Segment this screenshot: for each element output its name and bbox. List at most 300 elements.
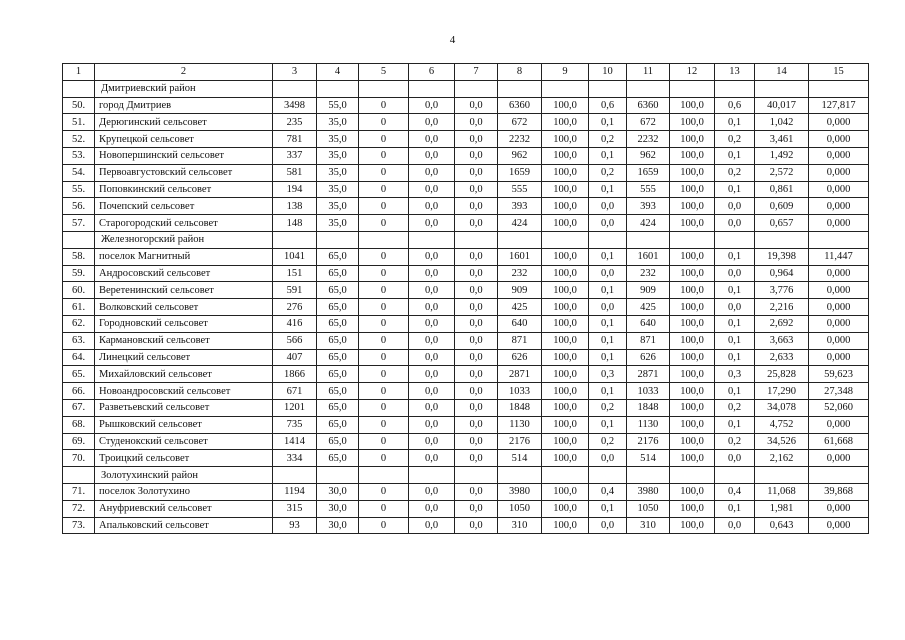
table-body (63, 64, 869, 534)
value-cell: 0 (359, 433, 409, 450)
value-cell: 127,817 (809, 97, 869, 114)
column-header: 13 (715, 64, 755, 81)
value-cell: 566 (273, 332, 317, 349)
value-cell: 0,0 (409, 215, 455, 232)
value-cell: 0 (359, 315, 409, 332)
row-number: 71. (63, 483, 95, 500)
value-cell: 0,861 (755, 181, 809, 198)
row-number: 67. (63, 399, 95, 416)
value-cell: 0,0 (455, 383, 498, 400)
value-cell: 871 (498, 332, 542, 349)
value-cell: 416 (273, 315, 317, 332)
value-cell: 1194 (273, 483, 317, 500)
value-cell: 393 (498, 198, 542, 215)
value-cell: 65,0 (317, 248, 359, 265)
value-cell: 1866 (273, 366, 317, 383)
value-cell: 0,0 (589, 265, 627, 282)
value-cell: 0,3 (715, 366, 755, 383)
value-cell: 1,492 (755, 147, 809, 164)
row-number: 61. (63, 299, 95, 316)
value-cell: 100,0 (542, 383, 589, 400)
value-cell: 30,0 (317, 517, 359, 534)
value-cell: 0,2 (589, 399, 627, 416)
value-cell: 1,042 (755, 114, 809, 131)
value-cell: 93 (273, 517, 317, 534)
value-cell: 0,1 (589, 383, 627, 400)
value-cell: 194 (273, 181, 317, 198)
value-cell: 0 (359, 181, 409, 198)
value-cell: 424 (498, 215, 542, 232)
value-cell: 100,0 (670, 198, 715, 215)
value-cell: 0 (359, 282, 409, 299)
section-row (63, 231, 869, 248)
value-cell: 0,1 (715, 383, 755, 400)
value-cell: 425 (498, 299, 542, 316)
value-cell: 2,162 (755, 450, 809, 467)
value-cell: 1033 (627, 383, 670, 400)
value-cell: 0,0 (409, 164, 455, 181)
value-cell: 0,000 (809, 416, 869, 433)
value-cell: 25,828 (755, 366, 809, 383)
value-cell: 0,000 (809, 315, 869, 332)
value-cell: 0,0 (589, 215, 627, 232)
value-cell: 35,0 (317, 164, 359, 181)
municipality-name: Волковский сельсовет (95, 299, 273, 316)
row-number: 73. (63, 517, 95, 534)
value-cell: 0,0 (455, 433, 498, 450)
value-cell: 100,0 (670, 131, 715, 148)
value-cell: 0,0 (409, 517, 455, 534)
value-cell: 0,0 (455, 399, 498, 416)
value-cell: 0,0 (455, 517, 498, 534)
value-cell: 0,1 (715, 147, 755, 164)
municipality-name: Новопершинский сельсовет (95, 147, 273, 164)
value-cell: 0,1 (715, 114, 755, 131)
value-cell: 0,000 (809, 181, 869, 198)
column-header: 6 (409, 64, 455, 81)
municipality-name: Поповкинский сельсовет (95, 181, 273, 198)
row-number: 69. (63, 433, 95, 450)
value-cell: 424 (627, 215, 670, 232)
value-cell: 0,6 (715, 97, 755, 114)
value-cell: 1130 (627, 416, 670, 433)
value-cell: 0,0 (409, 248, 455, 265)
value-cell: 1033 (498, 383, 542, 400)
value-cell: 0,0 (455, 147, 498, 164)
column-header: 14 (755, 64, 809, 81)
value-cell: 100,0 (542, 433, 589, 450)
value-cell: 0,0 (455, 248, 498, 265)
empty-cell (627, 231, 670, 248)
table-row (63, 500, 869, 517)
value-cell: 2232 (627, 131, 670, 148)
empty-cell (670, 231, 715, 248)
table-row (63, 433, 869, 450)
value-cell: 0,609 (755, 198, 809, 215)
value-cell: 514 (498, 450, 542, 467)
value-cell: 0,0 (455, 164, 498, 181)
value-cell: 0,3 (589, 366, 627, 383)
value-cell: 100,0 (542, 416, 589, 433)
table-row (63, 483, 869, 500)
municipality-name: Троицкий сельсовет (95, 450, 273, 467)
table-row (63, 282, 869, 299)
value-cell: 65,0 (317, 315, 359, 332)
row-number: 64. (63, 349, 95, 366)
empty-cell (755, 231, 809, 248)
value-cell: 100,0 (542, 517, 589, 534)
value-cell: 100,0 (670, 500, 715, 517)
row-number: 52. (63, 131, 95, 148)
value-cell: 0,0 (455, 282, 498, 299)
value-cell: 671 (273, 383, 317, 400)
empty-cell (63, 231, 95, 248)
value-cell: 1848 (498, 399, 542, 416)
value-cell: 0,000 (809, 282, 869, 299)
municipality-name: Первоавгустовский сельсовет (95, 164, 273, 181)
value-cell: 0 (359, 215, 409, 232)
value-cell: 1041 (273, 248, 317, 265)
row-number: 72. (63, 500, 95, 517)
value-cell: 100,0 (542, 248, 589, 265)
value-cell: 138 (273, 198, 317, 215)
value-cell: 0,0 (409, 282, 455, 299)
value-cell: 100,0 (542, 147, 589, 164)
value-cell: 0,0 (455, 114, 498, 131)
value-cell: 0,000 (809, 332, 869, 349)
column-header: 12 (670, 64, 715, 81)
value-cell: 0,0 (589, 450, 627, 467)
value-cell: 0,0 (715, 450, 755, 467)
empty-cell (273, 80, 317, 97)
value-cell: 0 (359, 114, 409, 131)
value-cell: 0 (359, 399, 409, 416)
value-cell: 11,447 (809, 248, 869, 265)
empty-cell (409, 467, 455, 484)
value-cell: 337 (273, 147, 317, 164)
value-cell: 0,0 (715, 299, 755, 316)
value-cell: 100,0 (670, 164, 715, 181)
empty-cell (542, 80, 589, 97)
value-cell: 0,0 (409, 383, 455, 400)
value-cell: 672 (498, 114, 542, 131)
value-cell: 0 (359, 97, 409, 114)
value-cell: 0,000 (809, 265, 869, 282)
empty-cell (755, 80, 809, 97)
value-cell: 672 (627, 114, 670, 131)
value-cell: 640 (498, 315, 542, 332)
value-cell: 100,0 (670, 114, 715, 131)
value-cell: 3,776 (755, 282, 809, 299)
value-cell: 0 (359, 383, 409, 400)
table-row (63, 114, 869, 131)
value-cell: 0,0 (409, 299, 455, 316)
row-number: 70. (63, 450, 95, 467)
value-cell: 100,0 (542, 450, 589, 467)
row-number: 56. (63, 198, 95, 215)
value-cell: 0,4 (589, 483, 627, 500)
table-row (63, 97, 869, 114)
table-row (63, 315, 869, 332)
empty-cell (317, 80, 359, 97)
value-cell: 0,1 (715, 349, 755, 366)
row-number: 68. (63, 416, 95, 433)
value-cell: 0,0 (409, 349, 455, 366)
column-header: 9 (542, 64, 589, 81)
value-cell: 0,0 (455, 97, 498, 114)
value-cell: 35,0 (317, 181, 359, 198)
value-cell: 30,0 (317, 500, 359, 517)
row-number: 65. (63, 366, 95, 383)
empty-cell (359, 231, 409, 248)
value-cell: 2,692 (755, 315, 809, 332)
value-cell: 3,663 (755, 332, 809, 349)
value-cell: 100,0 (670, 332, 715, 349)
value-cell: 100,0 (670, 248, 715, 265)
section-row (63, 80, 869, 97)
value-cell: 0,0 (409, 198, 455, 215)
value-cell: 65,0 (317, 265, 359, 282)
value-cell: 0,000 (809, 164, 869, 181)
value-cell: 0,0 (455, 366, 498, 383)
value-cell: 100,0 (670, 416, 715, 433)
value-cell: 100,0 (670, 147, 715, 164)
column-header: 3 (273, 64, 317, 81)
value-cell: 65,0 (317, 433, 359, 450)
empty-cell (589, 80, 627, 97)
value-cell: 0,0 (409, 450, 455, 467)
column-header: 15 (809, 64, 869, 81)
value-cell: 0,4 (715, 483, 755, 500)
municipality-name: Новоандросовский сельсовет (95, 383, 273, 400)
value-cell: 909 (627, 282, 670, 299)
row-number: 50. (63, 97, 95, 114)
municipality-name: Андросовский сельсовет (95, 265, 273, 282)
table-row (63, 383, 869, 400)
empty-cell (273, 467, 317, 484)
value-cell: 0,1 (715, 315, 755, 332)
empty-cell (589, 467, 627, 484)
municipality-name: Рышковский сельсовет (95, 416, 273, 433)
value-cell: 0,2 (589, 164, 627, 181)
value-cell: 0,0 (409, 399, 455, 416)
value-cell: 0 (359, 416, 409, 433)
table-row (63, 349, 869, 366)
value-cell: 2176 (498, 433, 542, 450)
value-cell: 59,623 (809, 366, 869, 383)
empty-cell (63, 80, 95, 97)
value-cell: 0,000 (809, 114, 869, 131)
value-cell: 0,0 (455, 483, 498, 500)
value-cell: 35,0 (317, 215, 359, 232)
value-cell: 0,0 (589, 299, 627, 316)
value-cell: 100,0 (670, 433, 715, 450)
value-cell: 1659 (627, 164, 670, 181)
value-cell: 100,0 (542, 198, 589, 215)
empty-cell (809, 80, 869, 97)
data-table (62, 63, 869, 534)
empty-cell (455, 80, 498, 97)
value-cell: 1201 (273, 399, 317, 416)
value-cell: 871 (627, 332, 670, 349)
empty-cell (542, 467, 589, 484)
empty-cell (809, 231, 869, 248)
value-cell: 1601 (627, 248, 670, 265)
value-cell: 3,461 (755, 131, 809, 148)
value-cell: 555 (627, 181, 670, 198)
value-cell: 0,6 (589, 97, 627, 114)
value-cell: 65,0 (317, 349, 359, 366)
value-cell: 100,0 (670, 215, 715, 232)
table-row (63, 164, 869, 181)
empty-cell (273, 231, 317, 248)
value-cell: 27,348 (809, 383, 869, 400)
municipality-name: город Дмитриев (95, 97, 273, 114)
municipality-name: Дерюгинский сельсовет (95, 114, 273, 131)
value-cell: 100,0 (542, 215, 589, 232)
value-cell: 6360 (498, 97, 542, 114)
value-cell: 52,060 (809, 399, 869, 416)
value-cell: 1414 (273, 433, 317, 450)
value-cell: 100,0 (542, 282, 589, 299)
value-cell: 0,0 (409, 483, 455, 500)
value-cell: 0,657 (755, 215, 809, 232)
header-row (63, 64, 869, 81)
value-cell: 100,0 (542, 500, 589, 517)
row-number: 59. (63, 265, 95, 282)
column-header: 8 (498, 64, 542, 81)
value-cell: 0,0 (455, 131, 498, 148)
value-cell: 0,1 (589, 349, 627, 366)
value-cell: 0,0 (455, 265, 498, 282)
section-title: Железногорский район (95, 231, 273, 248)
municipality-name: Крупецкой сельсовет (95, 131, 273, 148)
value-cell: 315 (273, 500, 317, 517)
value-cell: 962 (498, 147, 542, 164)
value-cell: 65,0 (317, 416, 359, 433)
value-cell: 100,0 (542, 265, 589, 282)
value-cell: 735 (273, 416, 317, 433)
table-row (63, 299, 869, 316)
value-cell: 0,0 (409, 500, 455, 517)
value-cell: 334 (273, 450, 317, 467)
value-cell: 0,0 (455, 349, 498, 366)
value-cell: 0,1 (589, 181, 627, 198)
value-cell: 0 (359, 517, 409, 534)
value-cell: 0,0 (409, 265, 455, 282)
row-number: 58. (63, 248, 95, 265)
value-cell: 393 (627, 198, 670, 215)
value-cell: 2232 (498, 131, 542, 148)
value-cell: 407 (273, 349, 317, 366)
column-header: 5 (359, 64, 409, 81)
value-cell: 626 (498, 349, 542, 366)
municipality-name: Разветьевский сельсовет (95, 399, 273, 416)
value-cell: 640 (627, 315, 670, 332)
value-cell: 0,643 (755, 517, 809, 534)
column-header: 1 (63, 64, 95, 81)
empty-cell (715, 231, 755, 248)
value-cell: 65,0 (317, 332, 359, 349)
value-cell: 1130 (498, 416, 542, 433)
value-cell: 0,0 (409, 433, 455, 450)
value-cell: 35,0 (317, 114, 359, 131)
empty-cell (715, 80, 755, 97)
value-cell: 17,290 (755, 383, 809, 400)
value-cell: 235 (273, 114, 317, 131)
value-cell: 0,0 (715, 198, 755, 215)
value-cell: 0,1 (589, 332, 627, 349)
value-cell: 626 (627, 349, 670, 366)
value-cell: 0,0 (409, 147, 455, 164)
row-number: 57. (63, 215, 95, 232)
value-cell: 0,1 (715, 500, 755, 517)
empty-cell (755, 467, 809, 484)
value-cell: 0,1 (589, 147, 627, 164)
value-cell: 0,0 (455, 215, 498, 232)
empty-cell (409, 80, 455, 97)
value-cell: 0,1 (715, 416, 755, 433)
row-number: 66. (63, 383, 95, 400)
value-cell: 0,0 (455, 332, 498, 349)
table-row (63, 248, 869, 265)
empty-cell (589, 231, 627, 248)
value-cell: 0,0 (455, 500, 498, 517)
table-row (63, 181, 869, 198)
municipality-name: Студенокский сельсовет (95, 433, 273, 450)
value-cell: 100,0 (670, 450, 715, 467)
value-cell: 0,2 (715, 131, 755, 148)
page-number: 4 (449, 34, 456, 46)
value-cell: 0,0 (455, 450, 498, 467)
column-header: 7 (455, 64, 498, 81)
table-row (63, 517, 869, 534)
municipality-name: Веретенинский сельсовет (95, 282, 273, 299)
value-cell: 100,0 (542, 97, 589, 114)
table-row (63, 147, 869, 164)
value-cell: 100,0 (542, 315, 589, 332)
value-cell: 100,0 (542, 399, 589, 416)
table-row (63, 131, 869, 148)
municipality-name: поселок Золотухино (95, 483, 273, 500)
value-cell: 1050 (627, 500, 670, 517)
row-number: 62. (63, 315, 95, 332)
row-number: 63. (63, 332, 95, 349)
row-number: 55. (63, 181, 95, 198)
empty-cell (670, 467, 715, 484)
value-cell: 0,000 (809, 299, 869, 316)
municipality-name: Апальковский сельсовет (95, 517, 273, 534)
value-cell: 1659 (498, 164, 542, 181)
value-cell: 0,0 (589, 517, 627, 534)
value-cell: 39,868 (809, 483, 869, 500)
value-cell: 100,0 (542, 366, 589, 383)
value-cell: 3498 (273, 97, 317, 114)
value-cell: 100,0 (542, 299, 589, 316)
value-cell: 0,000 (809, 349, 869, 366)
value-cell: 0,0 (409, 315, 455, 332)
value-cell: 35,0 (317, 198, 359, 215)
value-cell: 0,000 (809, 131, 869, 148)
value-cell: 0,0 (409, 416, 455, 433)
value-cell: 100,0 (670, 97, 715, 114)
value-cell: 0,1 (589, 114, 627, 131)
empty-cell (542, 231, 589, 248)
value-cell: 65,0 (317, 299, 359, 316)
value-cell: 148 (273, 215, 317, 232)
value-cell: 0,2 (715, 164, 755, 181)
value-cell: 0 (359, 147, 409, 164)
